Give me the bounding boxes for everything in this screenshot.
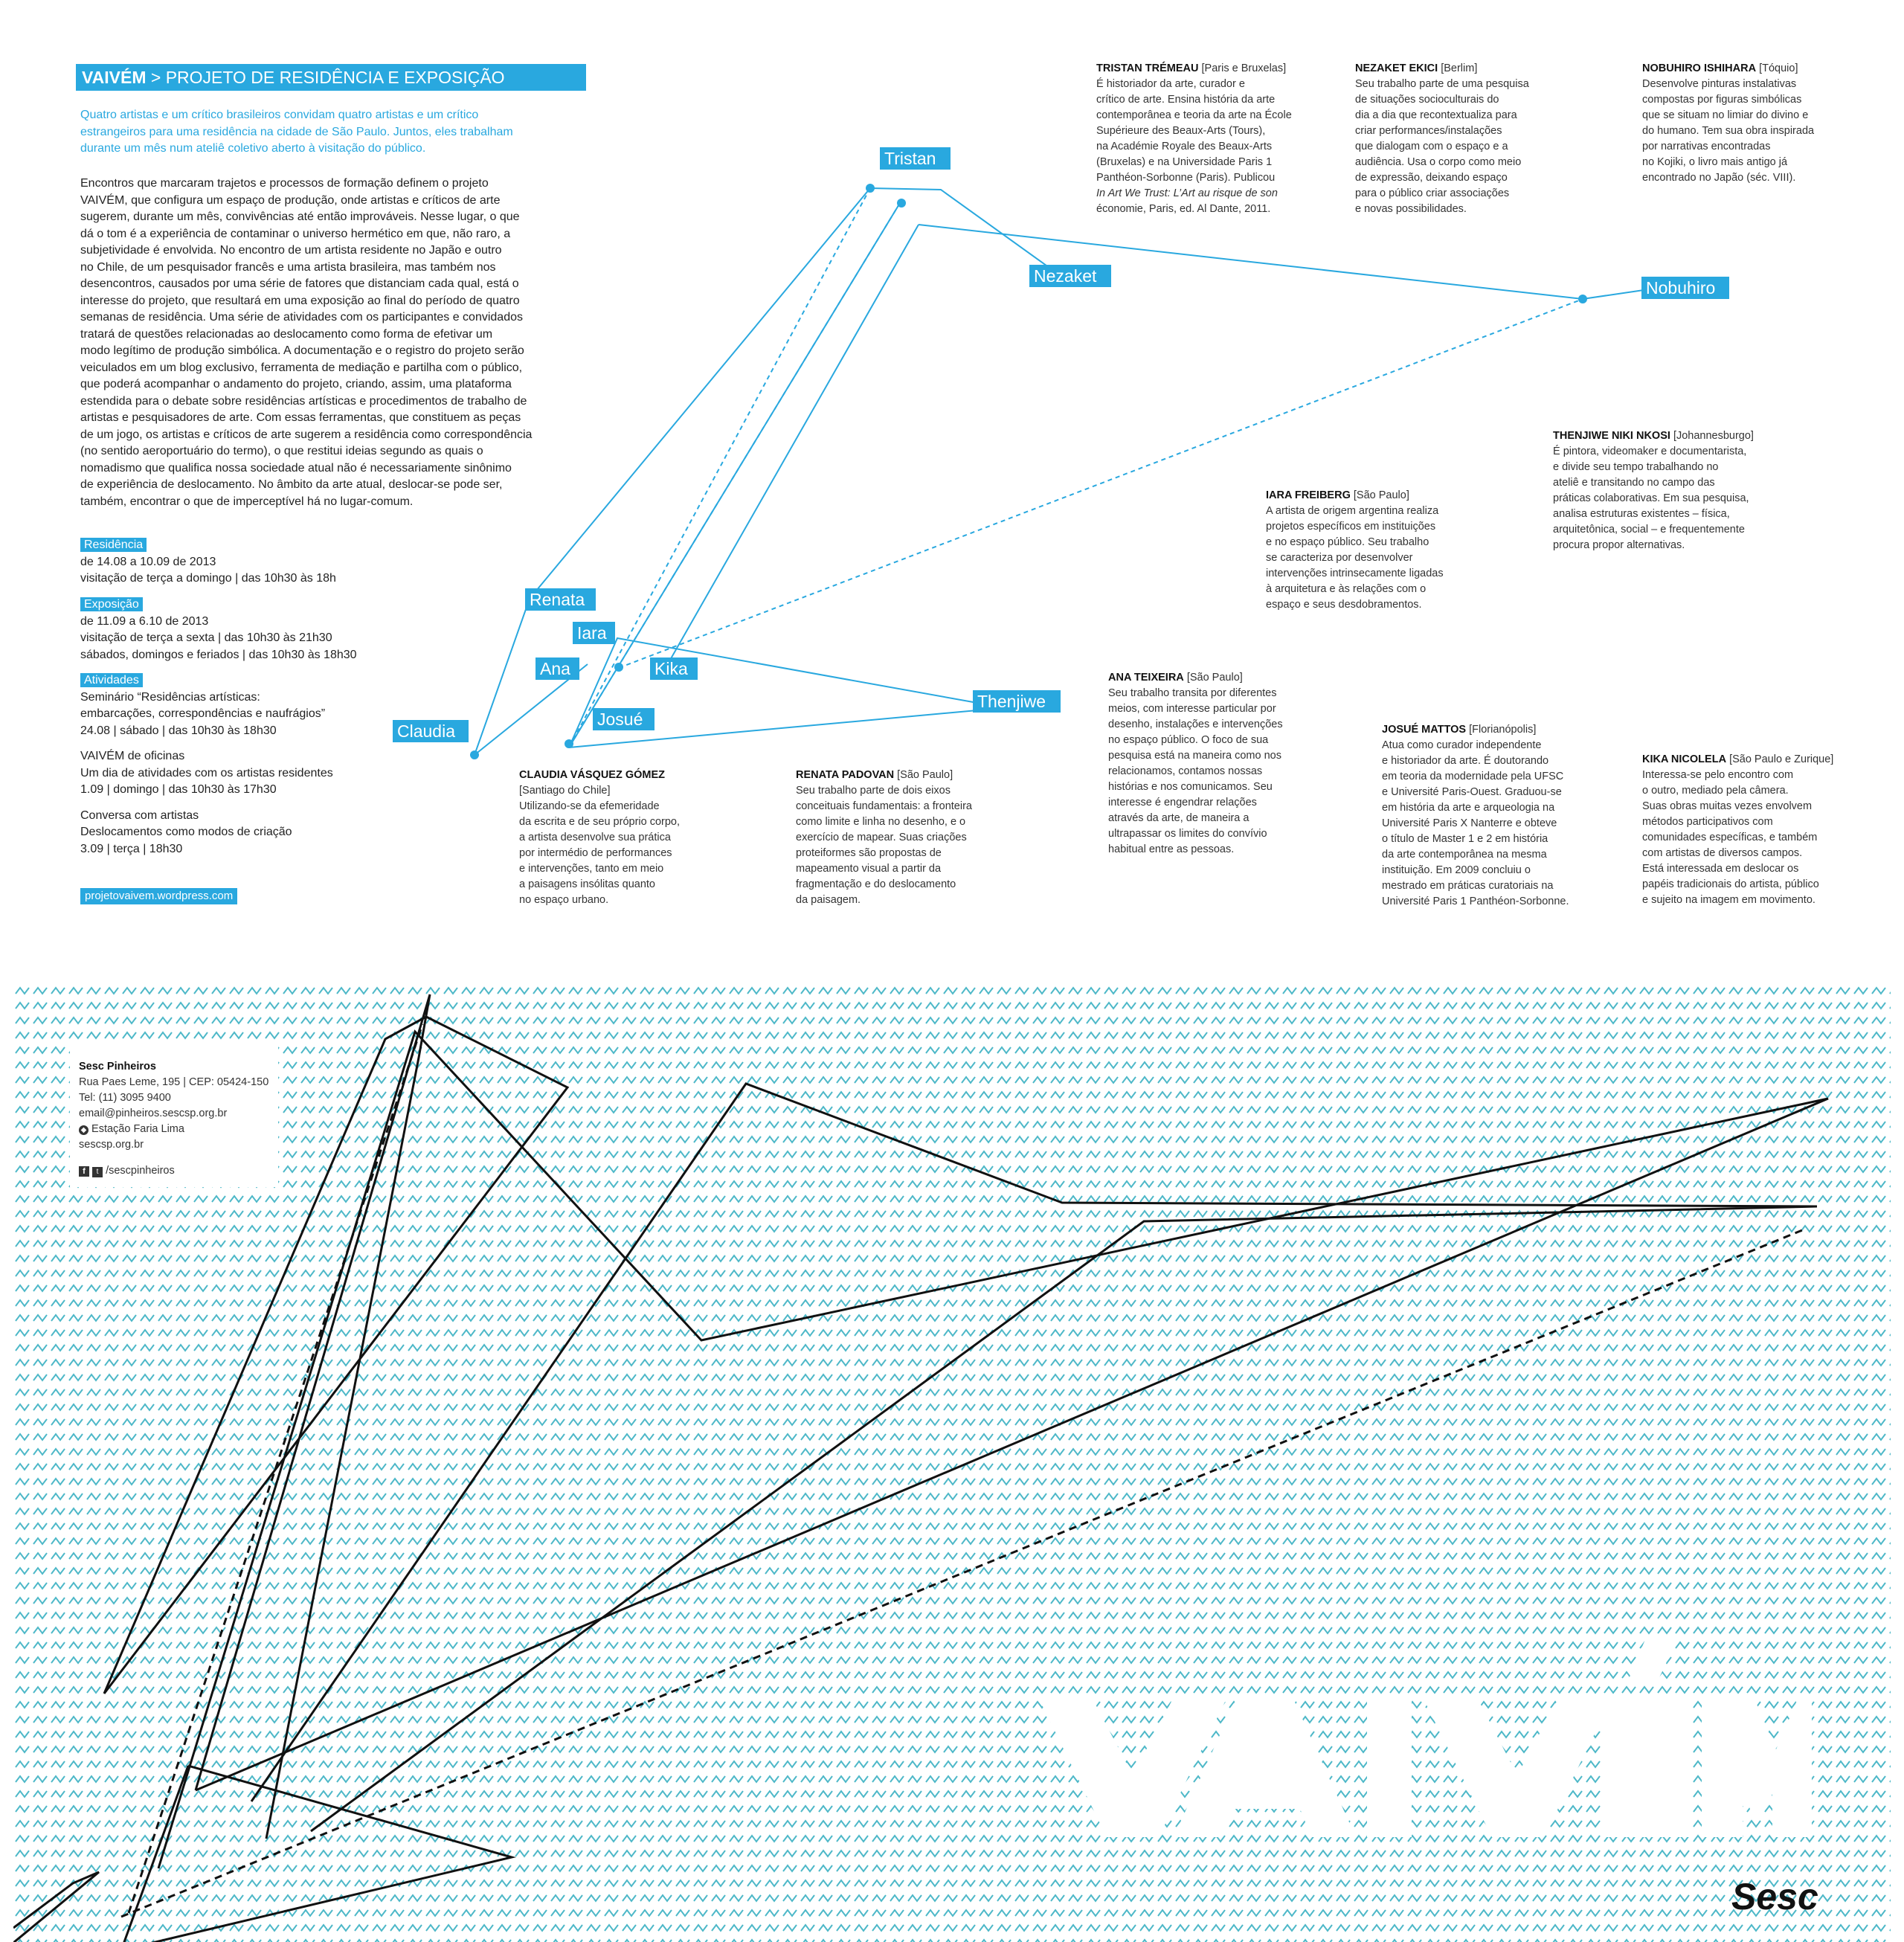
venue-email[interactable]: email@pinheiros.sescsp.org.br	[79, 1107, 228, 1119]
venue-name: Sesc Pinheiros	[79, 1061, 156, 1073]
bio-iara: IARA FREIBERG [São Paulo] A artista de origem argentina realiza projetos específicos em instituições e no espaço público. Seu trabalho se caracteriza por desenvolver intervenções intrinsecamente ligadas à arquitetura e às relações com o espaço e seus desdobramentos.	[1266, 489, 1444, 611]
schedule-residencia: Residência de 14.08 a 10.09 de 2013 visitação de terça a domingo | das 10h30 às 18h	[80, 538, 336, 585]
bio-claudia: CLAUDIA VÁSQUEZ GÓMEZ [Santiago do Chile] Utilizando-se da efemeridade da escrita e de seu próprio corpo, a artista desenvolve sua prática por intermédio de performances e intervenções, tanto em meio a paisagens insólitas quanto no espaço urbano.	[519, 769, 681, 906]
josue-thenjiwe-line	[569, 638, 977, 747]
bio-tristan: TRISTAN TRÉMEAU [Paris e Bruxelas] É historiador da arte, curador e crítico de arte. Ensina história da arte contemporânea e teoria da arte na École Supérieure des Beaux-Arts (Tours), na Académie Royale des Beaux-Arts (Bruxelas) e na Universidade Paris 1 Panthéon-Sorbonne (Paris). Publicou In Art We Trust: L’Art au risque de son économie, Paris, ed. Al Dante, 2011.	[1096, 62, 1292, 215]
tristan-nobuhiro-line	[919, 225, 1644, 299]
chevron-pattern-panel	[13, 983, 1891, 1942]
schedule-atividades: Atividades Seminário “Residências artísticas: embarcações, correspondências e naufrágios” 24.08 | sábado | das 10h30 às 18h30 VAIVÉM de oficinas Um dia de atividades com os artistas residentes 1.09 | domingo | das 10h30 às 17h30 Conversa com artistas Deslocamentos como modos de criação 3.09 | terça | 18h30	[80, 674, 333, 855]
header-title: PROJETO DE RESIDÊNCIA E EXPOSIÇÃO	[165, 68, 505, 87]
label-kika: Kika	[654, 659, 688, 678]
project-url-link[interactable]: projetovaivem.wordpress.com	[80, 888, 237, 904]
metro-icon: ◆	[79, 1125, 89, 1135]
label-thenjiwe: Thenjiwe	[977, 692, 1046, 711]
twitter-icon[interactable]: t	[92, 1167, 103, 1177]
bio-ana: ANA TEIXEIRA [São Paulo] Seu trabalho transita por diferentes meios, com interesse particular por desenho, instalações e intervenções no espaço público. O foco de sua pesquisa está na maneira como nos relacionamos, contamos nossas histórias e nos comunicamos. Seu interesse é engendrar relações através da arte, de maneira a ultrapassar os limites do convívio habitual entre as pessoas.	[1108, 672, 1283, 855]
dashed-tristan-josue	[569, 188, 870, 747]
atividades-tag: Atividades	[80, 673, 143, 687]
intro-paragraph: Quatro artistas e um crítico brasileiros convidam quatro artistas e um crítico estrangeiros para uma residência na cidade de São Paulo. Juntos, eles trabalham durante um mês num ateliê coletivo aberto à visitação do público.	[80, 109, 513, 155]
label-ana: Ana	[540, 659, 570, 678]
label-tristan: Tristan	[884, 149, 936, 168]
node-josue	[565, 739, 573, 748]
node-tristan-a	[866, 184, 875, 193]
venue-phone: Tel: (11) 3095 9400	[79, 1092, 171, 1104]
label-claudia: Claudia	[397, 721, 455, 741]
sesc-logo: Sesc	[1731, 1876, 1818, 1917]
bio-nezaket: NEZAKET EKICI [Berlim] Seu trabalho parte de uma pesquisa de situações socioculturais do dia a dia que recontextualiza para criar performances/instalações que dialogam com o espaço e a audiência. Usa o corpo como meio de expressão, deixando espaço para o público criar associações e novas possibilidades.	[1355, 62, 1529, 215]
node-ana	[614, 663, 623, 672]
label-josue: Josué	[597, 710, 643, 729]
bio-nobuhiro: NOBUHIRO ISHIHARA [Tóquio] Desenvolve pinturas instalativas compostas por figuras simbólicas que se situam no limiar do divino e do humano. Tem sua obra inspirada por narrativas encontradas no Kojiki, o livro mais antigo já encontrado no Japão (séc. VIII).	[1642, 62, 1815, 184]
label-iara: Iara	[577, 623, 607, 643]
venue-info-box	[70, 1044, 278, 1187]
bio-kika: KIKA NICOLELA [São Paulo e Zurique] Interessa-se pelo encontro com o outro, mediado pela câmera. Suas obras muitas vezes envolvem métodos participativos com comunidades específicas, e também com artistas de diversos campos. Está interessada em deslocar os papéis tradicionais do artista, público e sujeito na imagem em movimento.	[1642, 753, 1834, 906]
schedule-exposicao: Exposição de 11.09 a 6.10 de 2013 visitação de terça a sexta | das 10h30 às 21h30 sábados, domingos e feriados | das 10h30 às 18h30	[80, 598, 357, 661]
header-separator: >	[150, 68, 161, 87]
facebook-icon[interactable]: f	[79, 1166, 89, 1177]
bio-josue: JOSUÉ MATTOS [Florianópolis] Atua como curador independente e historiador da arte. É doutorando em teoria da modernidade pela UFSC e Université Paris-Ouest. Graduou-se em história da arte e arqueologia na Université Paris X Nanterre e obteve o título de Master 1 e 2 em história da arte contemporânea na mesma instituição. Em 2009 concluiu o mestrado em práticas curatoriais na Université Paris 1 Panthéon-Sorbonne.	[1382, 724, 1569, 907]
label-nezaket: Nezaket	[1034, 266, 1097, 286]
residencia-tag: Residência	[80, 538, 147, 552]
node-claudia	[470, 750, 479, 759]
kika-link-line	[660, 225, 919, 677]
node-nobuhiro	[1578, 295, 1587, 303]
venue-metro: Estação Faria Lima	[91, 1123, 184, 1135]
venue-site[interactable]: sescsp.org.br	[79, 1139, 144, 1151]
label-nobuhiro: Nobuhiro	[1646, 278, 1716, 298]
body-paragraph: Encontros que marcaram trajetos e processos de formação definem o projeto VAIVÉM, que configura um espaço de produção, onde artistas e críticos de arte sugerem, durante um mês, convivências até então improváveis. Nesse lugar, o que dá o tom é a experiência de contaminar o universo hermético em que, não raro, a subjetividade é envolvida. No encontro de um artista residente no Japão e outro no Chile, de um pesquisador francês e uma artista brasileira, mas também nos desencontros, causados por uma série de fatores que distanciam cada qual, está o interesse do projeto, que resultará em uma exposição ao final do período de quatro semanas de residência. Uma série de atividades com os participantes e convidados tratará de questões relacionadas ao deslocamento como forma de efetivar um modo legítimo de produção simbólica. A documentação e o registro do projeto serão veiculados em um blog exclusivo, ferramenta de mediação e partilha com o público, que poderá acompanhar o andamento do projeto, criando, assim, uma plataforma estendida para o debate sobre residências artísticas e procedimentos de trabalho de artistas e pesquisadores de arte. Com essas ferramentas, que constituem as peças de um jogo, os artistas e críticos de arte sugerem a residência como correspondência (no sentido aeroportuário do termo), o que restitui ideias segundo as quais o nomadismo que qualifica nossa sociedade atual não é necessariamente sinônimo de experiência de deslocamento. No âmbito da arte atual, deslocar-se pode ser, também, encontrar o que de imperceptível há no lugar-comum.	[80, 177, 533, 508]
exposicao-tag: Exposição	[80, 597, 143, 611]
node-tristan-b	[897, 199, 906, 208]
bio-renata: RENATA PADOVAN [São Paulo] Seu trabalho parte de dois eixos conceituais fundamentais: a fronteira como limite e linha no desenho, e o exercício de mapear. Suas criações proteiformes são propostas de mapeamento visual a partir da fragmentação e do deslocamento da paisagem.	[796, 769, 972, 906]
header-brand: VAIVÉM	[82, 68, 147, 87]
social-handle: /sescpinheiros	[106, 1165, 175, 1177]
bio-thenjiwe: THENJIWE NIKI NKOSI [Johannesburgo] É pintora, videomaker e documentarista, e divide seu tempo trabalhando no ateliê e transitando no campo das práticas colaborativas. Em sua pesquisa, analisa estruturas existentes – física, arquitetônica, social – e frequentemente procura propor alternativas.	[1553, 430, 1754, 551]
label-renata: Renata	[530, 590, 585, 609]
venue-address: Rua Paes Leme, 195 | CEP: 05424-150	[79, 1076, 269, 1088]
